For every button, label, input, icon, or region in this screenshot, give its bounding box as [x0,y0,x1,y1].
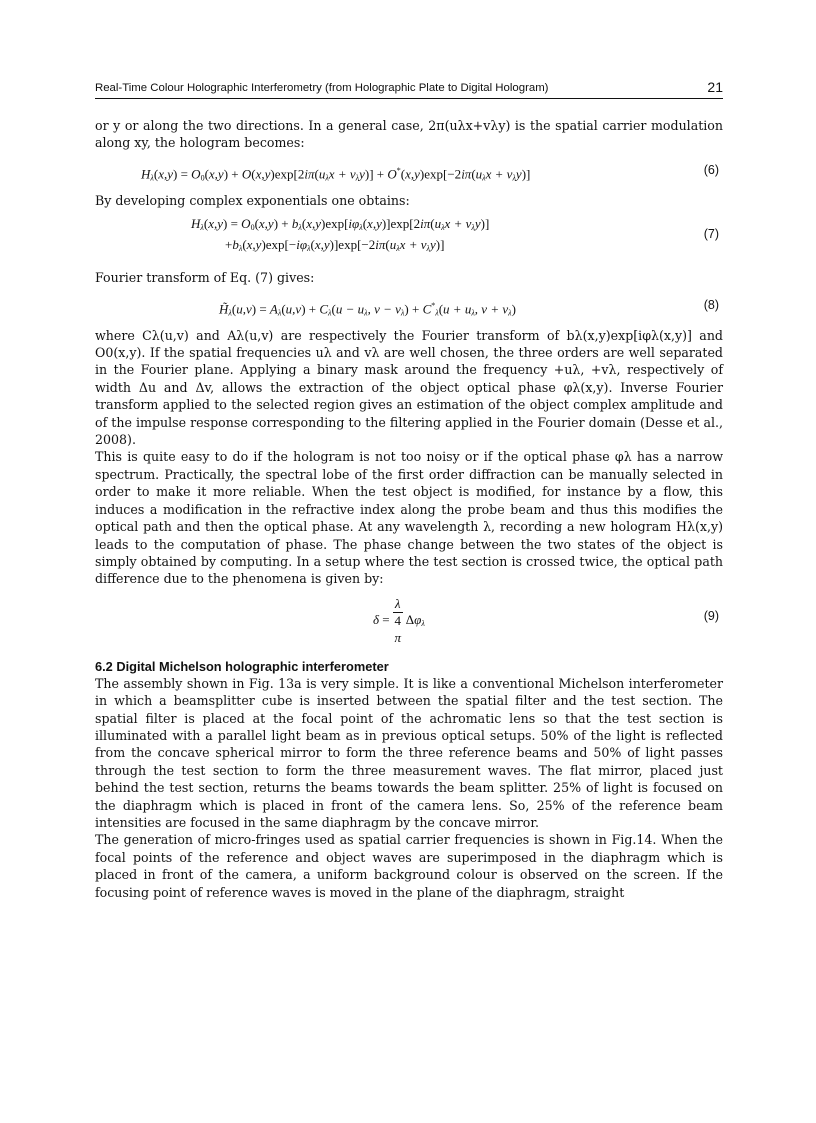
page-number: 21 [707,79,723,95]
running-header-title: Real-Time Colour Holographic Interferometry (from Holographic Plate to Digital Hologram) [95,82,549,94]
equation-7-line-2: $+b_\lambda(x,y)\exp[-i\varphi_\lambda(x,y)]\exp[-2i\pi(u_\lambda x + v_\lambda y)]$ [225,237,445,254]
equation-9 [95,595,723,645]
equation-8 [95,291,723,321]
equation-9-expression: δ = λ 4 π $\Delta\varphi_\lambda$ [373,595,425,645]
paragraph-1: or y or along the two directions. In a general case, 2π(uλx+vλy) is the spatial carrier modulation along xy, the hologram becomes: [95,118,723,151]
body-text [95,117,723,901]
equation-7-number: (7) [703,227,719,242]
section-heading: 6.2 Digital Michelson holographic interferometer [95,658,389,674]
equation-6-expression: $H_\lambda(x,y) = O_0(x,y) + O(x,y)\exp[2i\pi(u_\lambda x + v_\lambda y)] + O^*(x,y)\exp[-2i\pi(u_\lambda x + v_\lambda y)]$ [141,165,531,183]
equation-6 [95,156,723,186]
paragraph-3: Fourier transform of Eq. (7) gives: [95,270,315,286]
paragraph-4: where Cλ(u,v) and Aλ(u,v) are respectively the Fourier transform of bλ(x,y)exp[iφλ(x,y)] and O0(x,y). If the spatial frequencies uλ and vλ are well chosen, the three orders are well separated in the Fourier plane. Applying a binary mask around the frequency +uλ, +vλ, respectively of width Δu and Δv, allows the extraction of the object optical phase φλ(x,y). Inverse Fourier transform applied to the selected region gives an estimation of the object complex amplitude and of the impulse response corresponding to the filtering applied in the Fourier domain (Desse et al., 2008). [95,327,723,448]
equation-7-line-1: $H_\lambda(x,y) = O_0(x,y) + b_\lambda(x,y)\exp[i\varphi_\lambda(x,y)]\exp[2i\pi(u_\lambda x + v_\lambda y)]$ [191,216,490,233]
paragraph-2: By developing complex exponentials one obtains: [95,192,410,208]
paragraph-6: The assembly shown in Fig. 13a is very simple. It is like a conventional Michelson interferometer in which a beamsplitter cube is inserted between the spatial filter and the test section. The spatial filter is placed at the focal point of the achromatic lens so that the test section is illuminated with a parallel light beam as in previous optical setups. 50% of the light is reflected from the concave spherical mirror to form the three reference beams and 50% of light passes through the test section to form the three measurement waves. The flat mirror, placed just behind the test section, returns the beams towards the beam splitter. 25% of light is focused on the diaphragm which is placed in front of the camera lens. So, 25% of the reference beam intensities are focused in the same diaphragm by the concave mirror. [95,675,723,830]
paragraph-7: The generation of micro-fringes used as spatial carrier frequencies is shown in Fig.14. When the focal points of the reference and object waves are superimposed in the diaphragm which is placed in front of the camera, a uniform background colour is observed on the screen. If the focusing point of reference waves is moved in the plane of the diaphragm, straight [95,832,723,900]
equation-9-number: (9) [703,608,719,623]
paragraph-5: This is quite easy to do if the hologram is not too noisy or if the optical phase φλ has a narrow spectrum. Practically, the spectral lobe of the first order diffraction can be manually selected in order to make it more reliable. When the test object is modified, for instance by a flow, this induces a modification in the refractive index along the probe beam and thus this modifies the optical path and then the optical phase. At any wavelength λ, recording a new hologram Hλ(x,y) leads to the computation of phase. The phase change between the two states of the object is simply obtained by computing. In a setup where the test section is crossed twice, the optical path difference due to the phenomena is given by: [95,449,723,587]
running-header [95,79,723,99]
equation-6-number: (6) [703,162,719,177]
equation-8-expression: $H̃_\lambda(u,v) = A_\lambda(u,v) + C_\lambda(u - u_\lambda$, $v - v_\lambda) + C^*_\lambda(u + u_\lambda$, $v + v_\lambda$) [219,300,516,317]
equation-8-number: (8) [703,297,719,312]
equation-7 [95,213,723,263]
